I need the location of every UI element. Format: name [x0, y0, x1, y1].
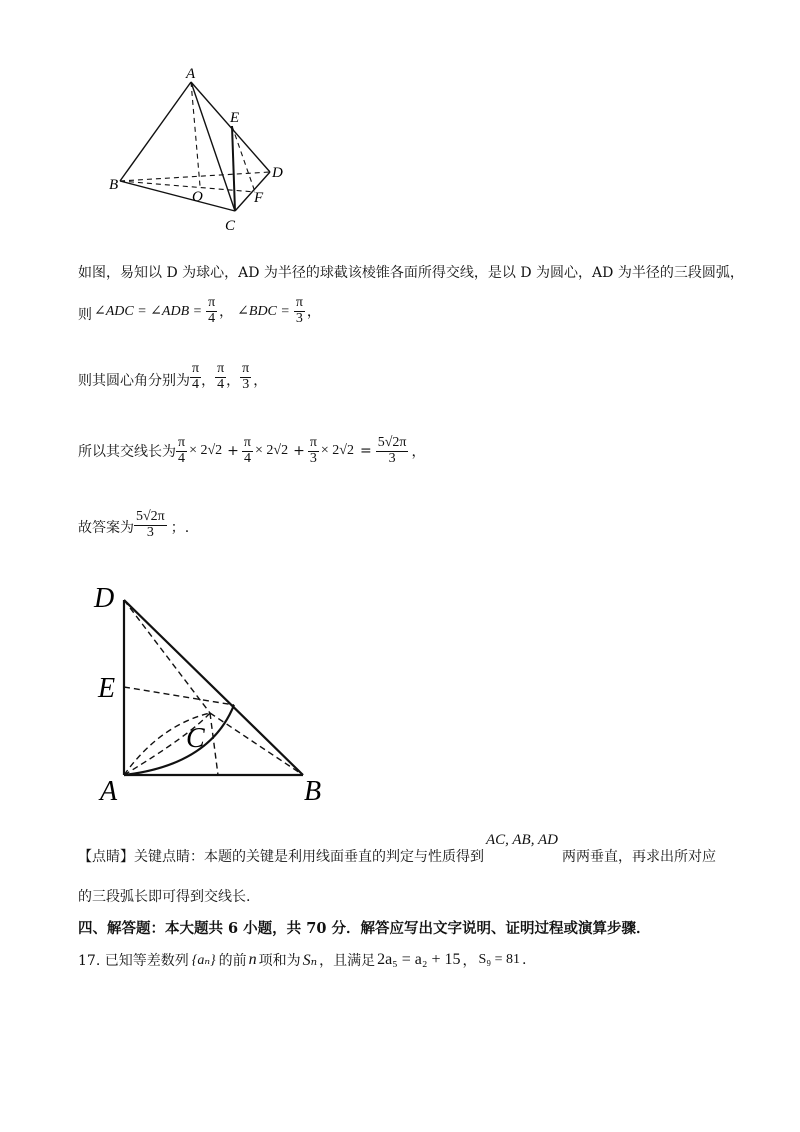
label-D: D — [272, 165, 283, 181]
section-heading: 四、解答题：本大题共 6 小题，共 70 分．解答应写出文字说明、证明过程或演算步骤． — [78, 920, 651, 937]
fraction-pi-over-3: $\frac{\pi}{3}$ — [242, 361, 250, 392]
label-E: E — [230, 110, 240, 126]
equation-2: S₉ = 81 — [478, 952, 521, 967]
explanation-line-2: 则 ∠ADC = ∠ADB = $\frac{\pi}{4}$ ， ∠BDC = $\frac{\pi}{3}$ ， — [78, 295, 321, 326]
fraction-pi-over-4: $\frac{\pi}{4}$ — [192, 361, 200, 392]
label-F: F — [254, 190, 264, 206]
answer-line: 故答案为 $\frac{5√2\pi}{3}$ ；. — [78, 509, 190, 540]
label-B: B — [304, 776, 322, 807]
label-O: O — [192, 189, 203, 205]
label-A: A — [100, 776, 118, 807]
result-fraction: $\frac{5√2\pi}{3}$ — [377, 435, 407, 466]
sequence-symbol: {aₙ} — [191, 952, 216, 968]
fraction-pi-over-3: $\frac{\pi}{3}$ — [295, 295, 303, 326]
label-D: D — [94, 583, 115, 614]
label-C: C — [186, 723, 205, 754]
arc-figure — [90, 575, 350, 815]
math-acabad: AC, AB, AD — [486, 832, 558, 848]
explanation-line-1: 如图，易知以 D 为球心，AD 为半径的球截该棱锥各面所得交线，是以 D 为圆心，AD 为半径的三段圆弧， — [78, 265, 744, 281]
question-17: 17. 已知等差数列 {aₙ} 的前 n 项和为 Sₙ ，且满足 2a₅ = a₂ + 15 ， S₉ = 81 . — [78, 951, 527, 969]
fraction-pi-over-4: $\frac{\pi}{4}$ — [208, 295, 216, 326]
answer-fraction: $\frac{5√2\pi}{3}$ — [136, 509, 165, 540]
label-B: B — [109, 177, 119, 193]
key-point-line-2: 的三段弧长即可得到交线长. — [78, 889, 251, 905]
key-point-line-1: 【点睛】关键点睛：本题的关键是利用线面垂直的判定与性质得到 AC, AB, AD 两两垂直，再求出所对应 — [78, 832, 716, 865]
label-A: A — [186, 66, 196, 82]
explanation-line-4: 所以其交线长为 $\frac{\pi}{4}$ × 2√2 + $\frac{\pi}{4}$ × 2√2 + $\frac{\pi}{3}$ × 2√2 = $\frac{5√2\pi}{3}$ ， — [78, 435, 426, 466]
fraction-pi-over-4: $\frac{\pi}{4}$ — [217, 361, 225, 392]
label-C: C — [225, 218, 236, 234]
explanation-line-3: 则其圆心角分别为 $\frac{\pi}{4}$ ， $\frac{\pi}{4}$ ， $\frac{\pi}{3}$ ， — [78, 361, 268, 392]
pyramid-figure — [100, 60, 300, 240]
label-E: E — [98, 673, 116, 704]
equation-1: 2a₅ = a₂ + 15 — [377, 951, 461, 968]
